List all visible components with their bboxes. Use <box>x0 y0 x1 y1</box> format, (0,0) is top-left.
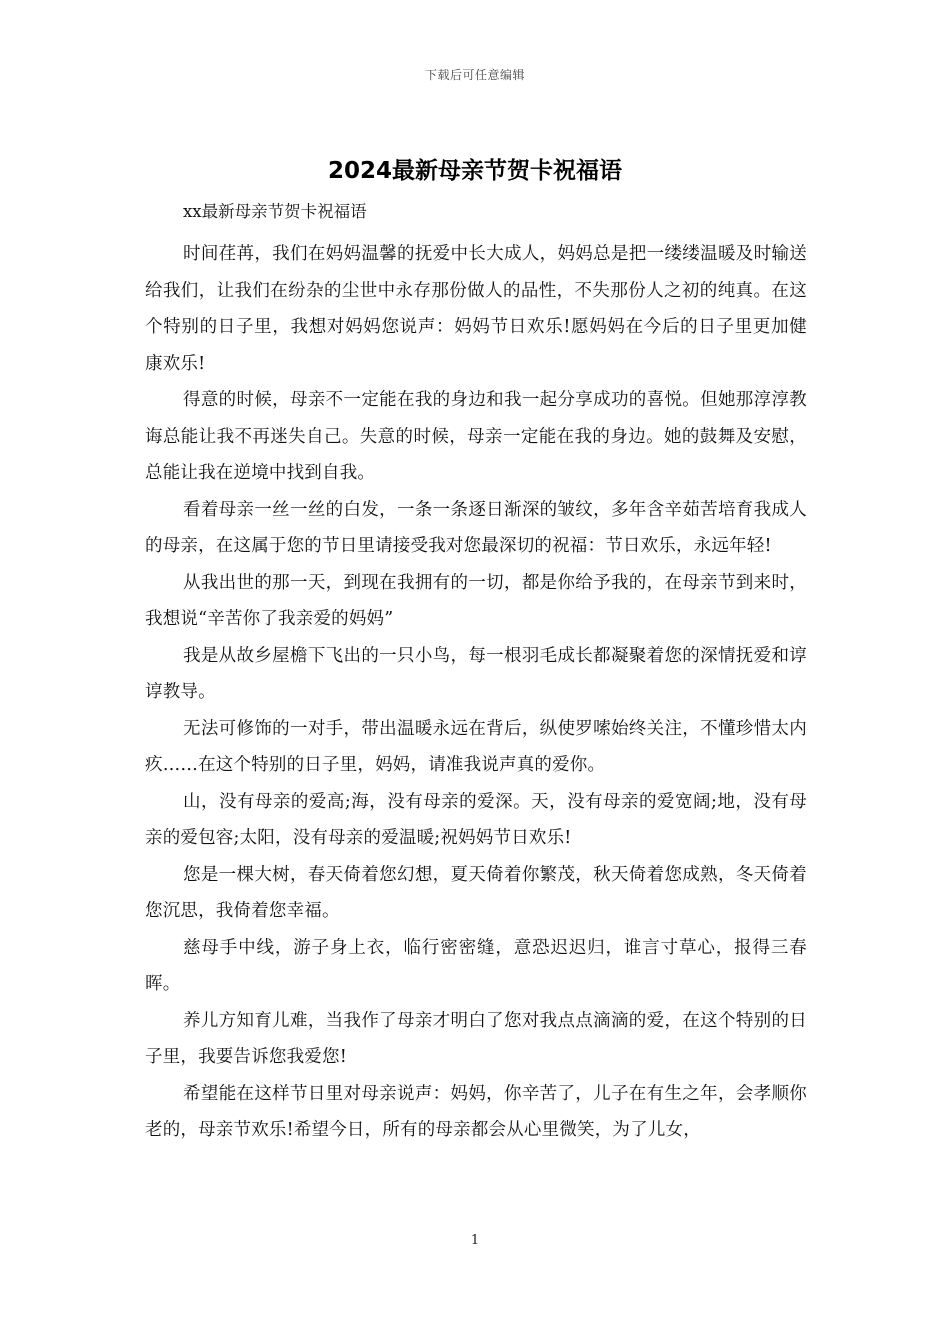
document-title: 2024最新母亲节贺卡祝福语 <box>327 158 622 184</box>
paragraph: 看着母亲一丝一丝的白发，一条一条逐日渐深的皱纹，多年含辛茹苦培育我成人的母亲，在这属于您的节日里请接受我对您最深切的祝福：节日欢乐，永远年轻! <box>145 499 807 556</box>
paragraph: 我是从故乡屋檐下飞出的一只小鸟，每一根羽毛成长都凝聚着您的深情抚爱和谆谆教导。 <box>145 645 807 702</box>
document-body <box>145 200 807 1149</box>
paragraph: 得意的时候，母亲不一定能在我的身边和我一起分享成功的喜悦。但她那淳淳教诲总能让我不再迷失自己。失意的时候，母亲一定能在我的身边。她的鼓舞及安慰，总能让我在逆境中找到自我。 <box>145 390 807 483</box>
paragraph: 时间荏苒，我们在妈妈温馨的抚爱中长大成人，妈妈总是把一缕缕温暖及时输送给我们，让我们在纷杂的尘世中永存那份做人的品性，不失那份人之初的纯真。在这个特别的日子里，我想对妈妈您说声：妈妈节日欢乐!愿妈妈在今后的日子里更加健康欢乐! <box>145 244 807 374</box>
header-note: 下载后可任意编辑 <box>424 68 525 82</box>
paragraph: 希望能在这样节日里对母亲说声：妈妈，你辛苦了，儿子在有生之年，会孝顺你老的，母亲节欢乐!希望今日，所有的母亲都会从心里微笑，为了儿女， <box>145 1083 807 1140</box>
paragraph: 您是一棵大树，春天倚着您幻想，夏天倚着你繁茂，秋天倚着您成熟，冬天倚着您沉思，我倚着您幸福。 <box>145 864 807 921</box>
document-subtitle: xx最新母亲节贺卡祝福语 <box>183 202 367 221</box>
paragraph: 无法可修饰的一对手，带出温暖永远在背后，纵使罗嗦始终关注，不懂珍惜太内疚……在这个特别的日子里，妈妈，请准我说声真的爱你。 <box>145 718 807 775</box>
paragraph: 山，没有母亲的爱高;海，没有母亲的爱深。天，没有母亲的爱宽阔;地，没有母亲的爱包容;太阳，没有母亲的爱温暖;祝妈妈节日欢乐! <box>145 791 807 848</box>
page-number: 1 <box>470 1233 480 1248</box>
paragraph: 养儿方知育儿难，当我作了母亲才明白了您对我点点滴滴的爱，在这个特别的日子里，我要告诉您我爱您! <box>145 1010 807 1067</box>
paragraph: 从我出世的那一天，到现在我拥有的一切，都是你给予我的，在母亲节到来时，我想说“辛苦你了我亲爱的妈妈” <box>145 572 807 629</box>
paragraph: 慈母手中线，游子身上衣，临行密密缝，意恐迟迟归，谁言寸草心，报得三春晖。 <box>145 937 807 994</box>
